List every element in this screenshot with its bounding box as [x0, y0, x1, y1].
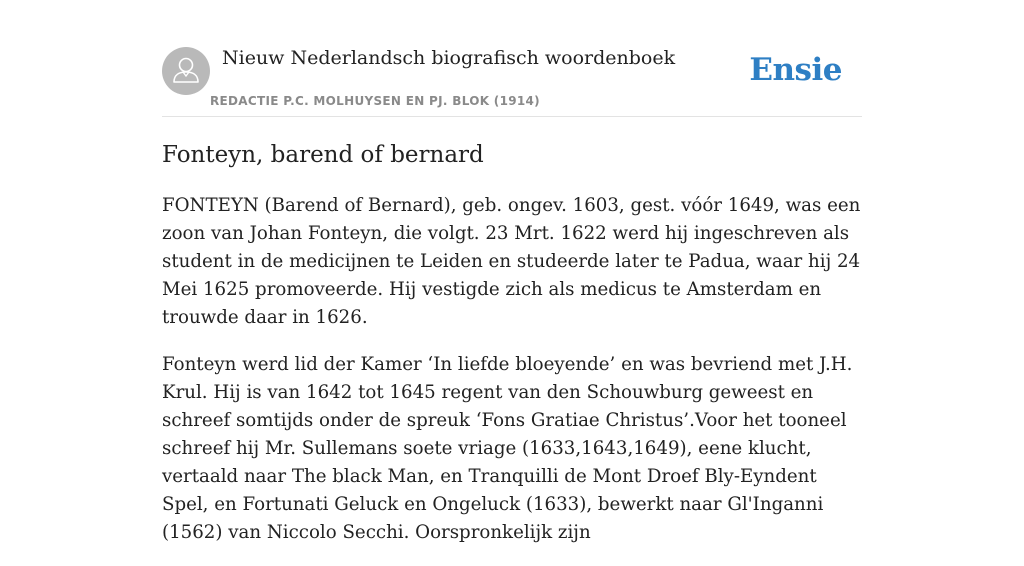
editors-byline: REDACTIE P.C. MOLHUYSEN EN PJ. BLOK (1914) [210, 94, 540, 108]
article-paragraph: FONTEYN (Barend of Bernard), geb. ongev. 1603, gest. vóór 1649, was een zoon van Johan Fonteyn, die volgt. 23 Mrt. 1622 werd hij ingeschreven als student in de medicijnen te Leiden en studeerde later te Padua, waar hij 24 Mei 1625 promoveerde. Hij vestigde zich als medicus te Amsterdam en trouwde daar in 1626. [162, 195, 861, 328]
user-placeholder-icon [162, 47, 210, 95]
article-body [162, 192, 864, 566]
article-paragraph: Fonteyn werd lid der Kamer ‘In liefde bloeyende’ en was bevriend met J.H. Krul. Hij is van 1642 tot 1645 regent van den Schouwburg geweest en schreef somtijds onder de spreuk ‘Fons Gratiae Christus’.Voor het tooneel schreef hij Mr. Sullemans soete vriage (1633,1643,1649), eene klucht, vertaald naar The black Man, en Tranquilli de Mont Droef Bly-Eyndent Spel, en Fortunati Geluck en Ongeluck (1633), bewerkt naar Gl'Inganni (1562) van Niccolo Secchi. Oorspronkelijk zijn [162, 354, 853, 543]
book-title[interactable]: Nieuw Nederlandsch biografisch woordenboek [222, 47, 676, 69]
ensie-logo[interactable]: Ensie [749, 52, 842, 88]
article-title: Fonteyn, barend of bernard [162, 142, 484, 168]
page-header [162, 46, 862, 117]
